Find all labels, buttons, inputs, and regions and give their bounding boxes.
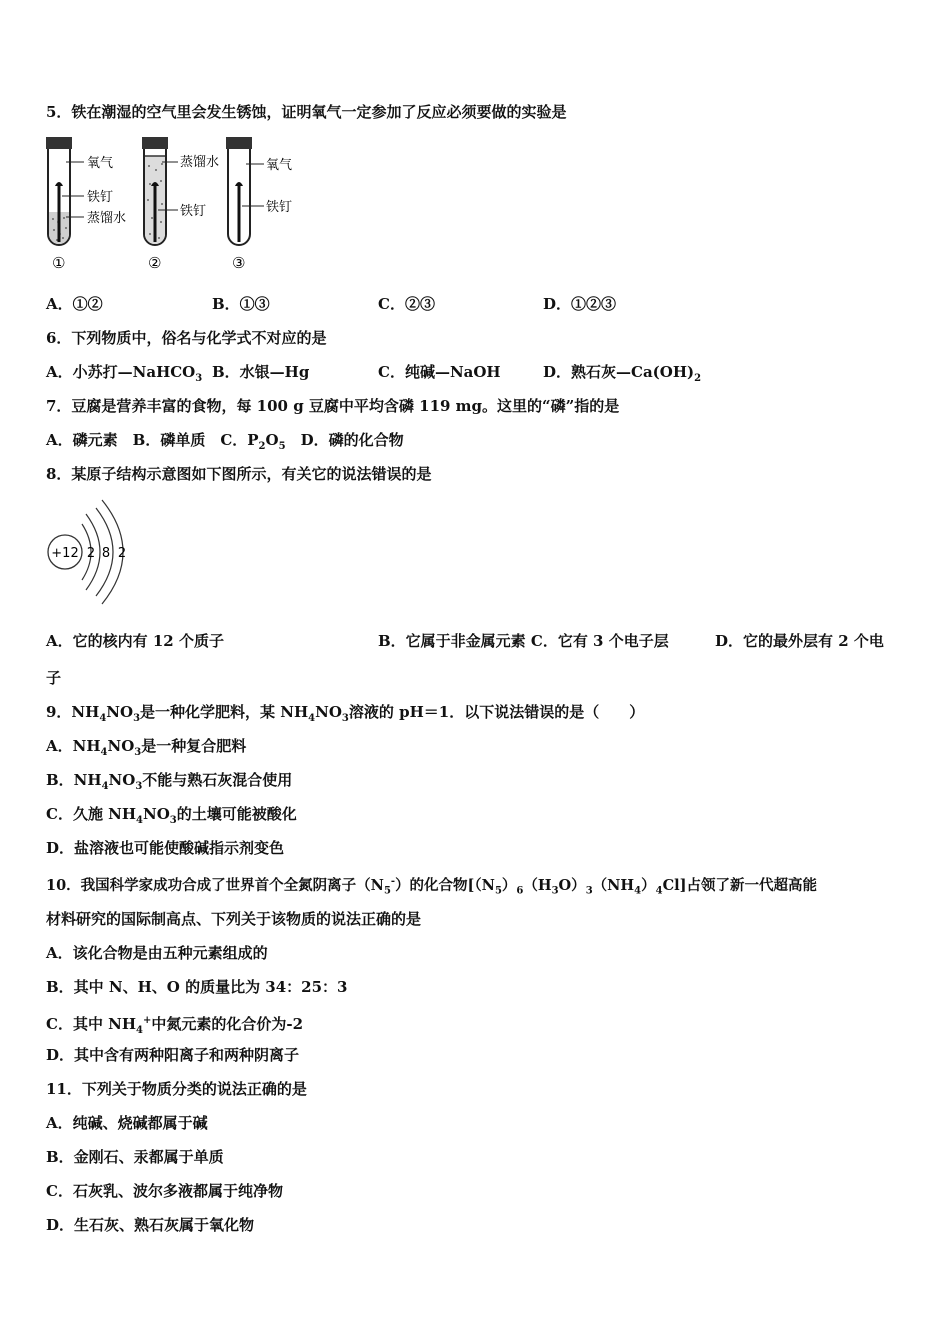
- tube1-number: ①: [52, 254, 66, 272]
- tube3-label-oxygen: 氧气: [266, 158, 293, 173]
- q10-p4: （H: [523, 876, 552, 894]
- shell-3-electrons: 2: [117, 546, 127, 561]
- q5-option-a[interactable]: A．①②: [46, 295, 103, 313]
- q6-a-sub: 3: [195, 373, 203, 384]
- q6-d-text: D．熟石灰—Ca(OH): [543, 363, 695, 381]
- q9-option-d[interactable]: D．盐溶液也可能使酸碱指示剂变色: [46, 839, 285, 857]
- q5-option-b[interactable]: B．①③: [212, 295, 270, 313]
- q10-p1: 10．我国科学家成功合成了世界首个全氮阴离子（N: [46, 876, 384, 894]
- q10-p2: ）的化合物[（N: [395, 876, 495, 894]
- q9-b1: B．NH: [46, 771, 102, 789]
- q10-p1-sup: -: [390, 876, 396, 887]
- q9-a3: 是一种复合肥料: [141, 737, 247, 755]
- q9-a-sub-h: 4: [100, 747, 108, 758]
- q6-option-c[interactable]: C．纯碱—NaOH: [378, 363, 501, 381]
- test-tube-3: [226, 137, 264, 245]
- q7-stem: 7．豆腐是营养丰富的食物，每 100 g 豆腐中平均含磷 119 mg。这里的“磷”指的是: [46, 397, 620, 415]
- q11-option-c[interactable]: C．石灰乳、波尔多液都属于纯净物: [46, 1182, 283, 1200]
- q9-sub-h2: 4: [308, 713, 316, 724]
- q10-option-d[interactable]: D．其中含有两种阳离子和两种阴离子: [46, 1046, 300, 1064]
- q6-option-d[interactable]: [543, 362, 701, 389]
- q9-sub-o2: 3: [341, 713, 349, 724]
- q9-option-c[interactable]: [46, 804, 297, 831]
- q10-p3: ）: [501, 876, 517, 894]
- shell-1-electrons: 2: [86, 546, 96, 561]
- q9-b-sub-h: 4: [101, 781, 109, 792]
- q9-b-sub-o: 3: [135, 781, 143, 792]
- q5-option-d[interactable]: D．①②③: [543, 295, 617, 313]
- q9-option-a[interactable]: [46, 736, 246, 763]
- q9-option-b[interactable]: [46, 770, 292, 797]
- q10-p6: （NH: [592, 876, 635, 894]
- q5-test-tube-figure: [40, 134, 310, 274]
- q9-c1: C．久施 NH: [46, 805, 137, 823]
- q9-s4: NO: [315, 703, 342, 721]
- q9-sub-o1: 3: [133, 713, 141, 724]
- q9-c3: 的土壤可能被酸化: [176, 805, 297, 823]
- q7-mid: O: [265, 431, 279, 449]
- q10-p7-sub: 4: [655, 885, 663, 897]
- q9-sub-h1: 4: [99, 713, 107, 724]
- q7-options[interactable]: [46, 430, 404, 457]
- q6-a-text: A．小苏打—NaHCO: [46, 363, 196, 381]
- q9-c2: NO: [143, 805, 170, 823]
- tube3-label-nail: 铁钉: [266, 200, 293, 215]
- q5-option-c[interactable]: C．②③: [378, 295, 435, 313]
- tube1-label-water: 蒸馏水: [87, 211, 127, 226]
- q8-option-d[interactable]: D．它的最外层有 2 个电: [715, 632, 884, 650]
- q6-option-b[interactable]: B．水银—Hg: [212, 363, 310, 381]
- q10-p8: Cl]占领了新一代超高能: [662, 876, 817, 894]
- tube1-label-nail: 铁钉: [87, 190, 114, 205]
- q11-stem: 11．下列关于物质分类的说法正确的是: [46, 1080, 307, 1098]
- q9-c-sub-o: 3: [169, 815, 177, 826]
- q6-stem: 6．下列物质中，俗名与化学式不对应的是: [46, 329, 327, 347]
- q6-d-sub: 2: [694, 373, 702, 384]
- q10-c2: 中氮元素的化合价为-2: [151, 1015, 304, 1033]
- shell-2-electrons: 8: [101, 546, 111, 561]
- q9-a-sub-o: 3: [134, 747, 142, 758]
- q10-p5: O）: [558, 876, 586, 894]
- q10-p1-sub: 5: [383, 885, 391, 897]
- q8-option-bc[interactable]: B．它属于非金属元素 C．它有 3 个电子层: [378, 632, 669, 650]
- q10-p5-sub: 3: [585, 885, 593, 897]
- q9-s2: NO: [106, 703, 134, 721]
- q6-option-a[interactable]: [46, 362, 202, 389]
- q11-option-d[interactable]: D．生石灰、熟石灰属于氧化物: [46, 1216, 255, 1234]
- q10-c1: C．其中 NH: [46, 1015, 137, 1033]
- nucleus-charge: +12: [51, 546, 79, 561]
- test-tube-1: [46, 137, 84, 245]
- q10-c-sup: +: [143, 1015, 152, 1026]
- q9-a1: A．NH: [46, 737, 101, 755]
- q7-sub2: 5: [278, 441, 286, 452]
- q9-b3: 不能与熟石灰混合使用: [142, 771, 293, 789]
- q9-s1: 9．NH: [46, 703, 100, 721]
- tube1-label-oxygen: 氧气: [87, 156, 114, 171]
- q5-stem: 5．铁在潮湿的空气里会发生锈蚀，证明氧气一定参加了反应必须要做的实验是: [46, 103, 567, 121]
- q10-option-c[interactable]: [46, 1011, 303, 1041]
- q8-option-d-cont: 子: [46, 669, 62, 687]
- q9-a2: NO: [107, 737, 135, 755]
- q7-post: D．磷的化合物: [285, 431, 404, 449]
- q10-c-sub: 4: [136, 1025, 144, 1036]
- q7-sub1: 2: [258, 441, 266, 452]
- q10-stem-line2: 材料研究的国际制高点、下列关于该物质的说法正确的是: [46, 910, 422, 928]
- q9-s3: 是一种化学肥料，某 NH: [140, 703, 309, 721]
- test-tube-2: [142, 137, 178, 245]
- q10-p4-sub: 3: [551, 885, 559, 897]
- q10-option-a[interactable]: A．该化合物是由五种元素组成的: [46, 944, 268, 962]
- q7-opt-pre: A．磷元素 B．磷单质 C．P: [46, 431, 259, 449]
- tube2-label-water: 蒸馏水: [180, 155, 220, 170]
- q10-p6-sub: 4: [634, 885, 642, 897]
- q10-p7: ）: [641, 876, 656, 894]
- q10-option-b[interactable]: B．其中 N、H、O 的质量比为 34：25：3: [46, 978, 348, 996]
- q8-atom-diagram: [44, 492, 154, 612]
- tube2-label-nail: 铁钉: [180, 204, 207, 219]
- q10-p2-sub: 5: [494, 885, 502, 897]
- tube2-number: ②: [148, 254, 162, 272]
- q10-p3-sub: 6: [516, 885, 524, 897]
- q11-option-a[interactable]: A．纯碱、烧碱都属于碱: [46, 1114, 208, 1132]
- q10-stem-line1: [46, 872, 817, 902]
- q11-option-b[interactable]: B．金刚石、汞都属于单质: [46, 1148, 224, 1166]
- q9-b2: NO: [108, 771, 136, 789]
- q9-c-sub-h: 4: [136, 815, 144, 826]
- q9-s5: 溶液的 pH＝1．以下说法错误的是（ ）: [348, 703, 645, 721]
- tube3-number: ③: [232, 254, 246, 272]
- q8-option-a[interactable]: A．它的核内有 12 个质子: [46, 632, 224, 650]
- q8-stem: 8．某原子结构示意图如下图所示，有关它的说法错误的是: [46, 465, 432, 483]
- q9-stem: [46, 702, 644, 729]
